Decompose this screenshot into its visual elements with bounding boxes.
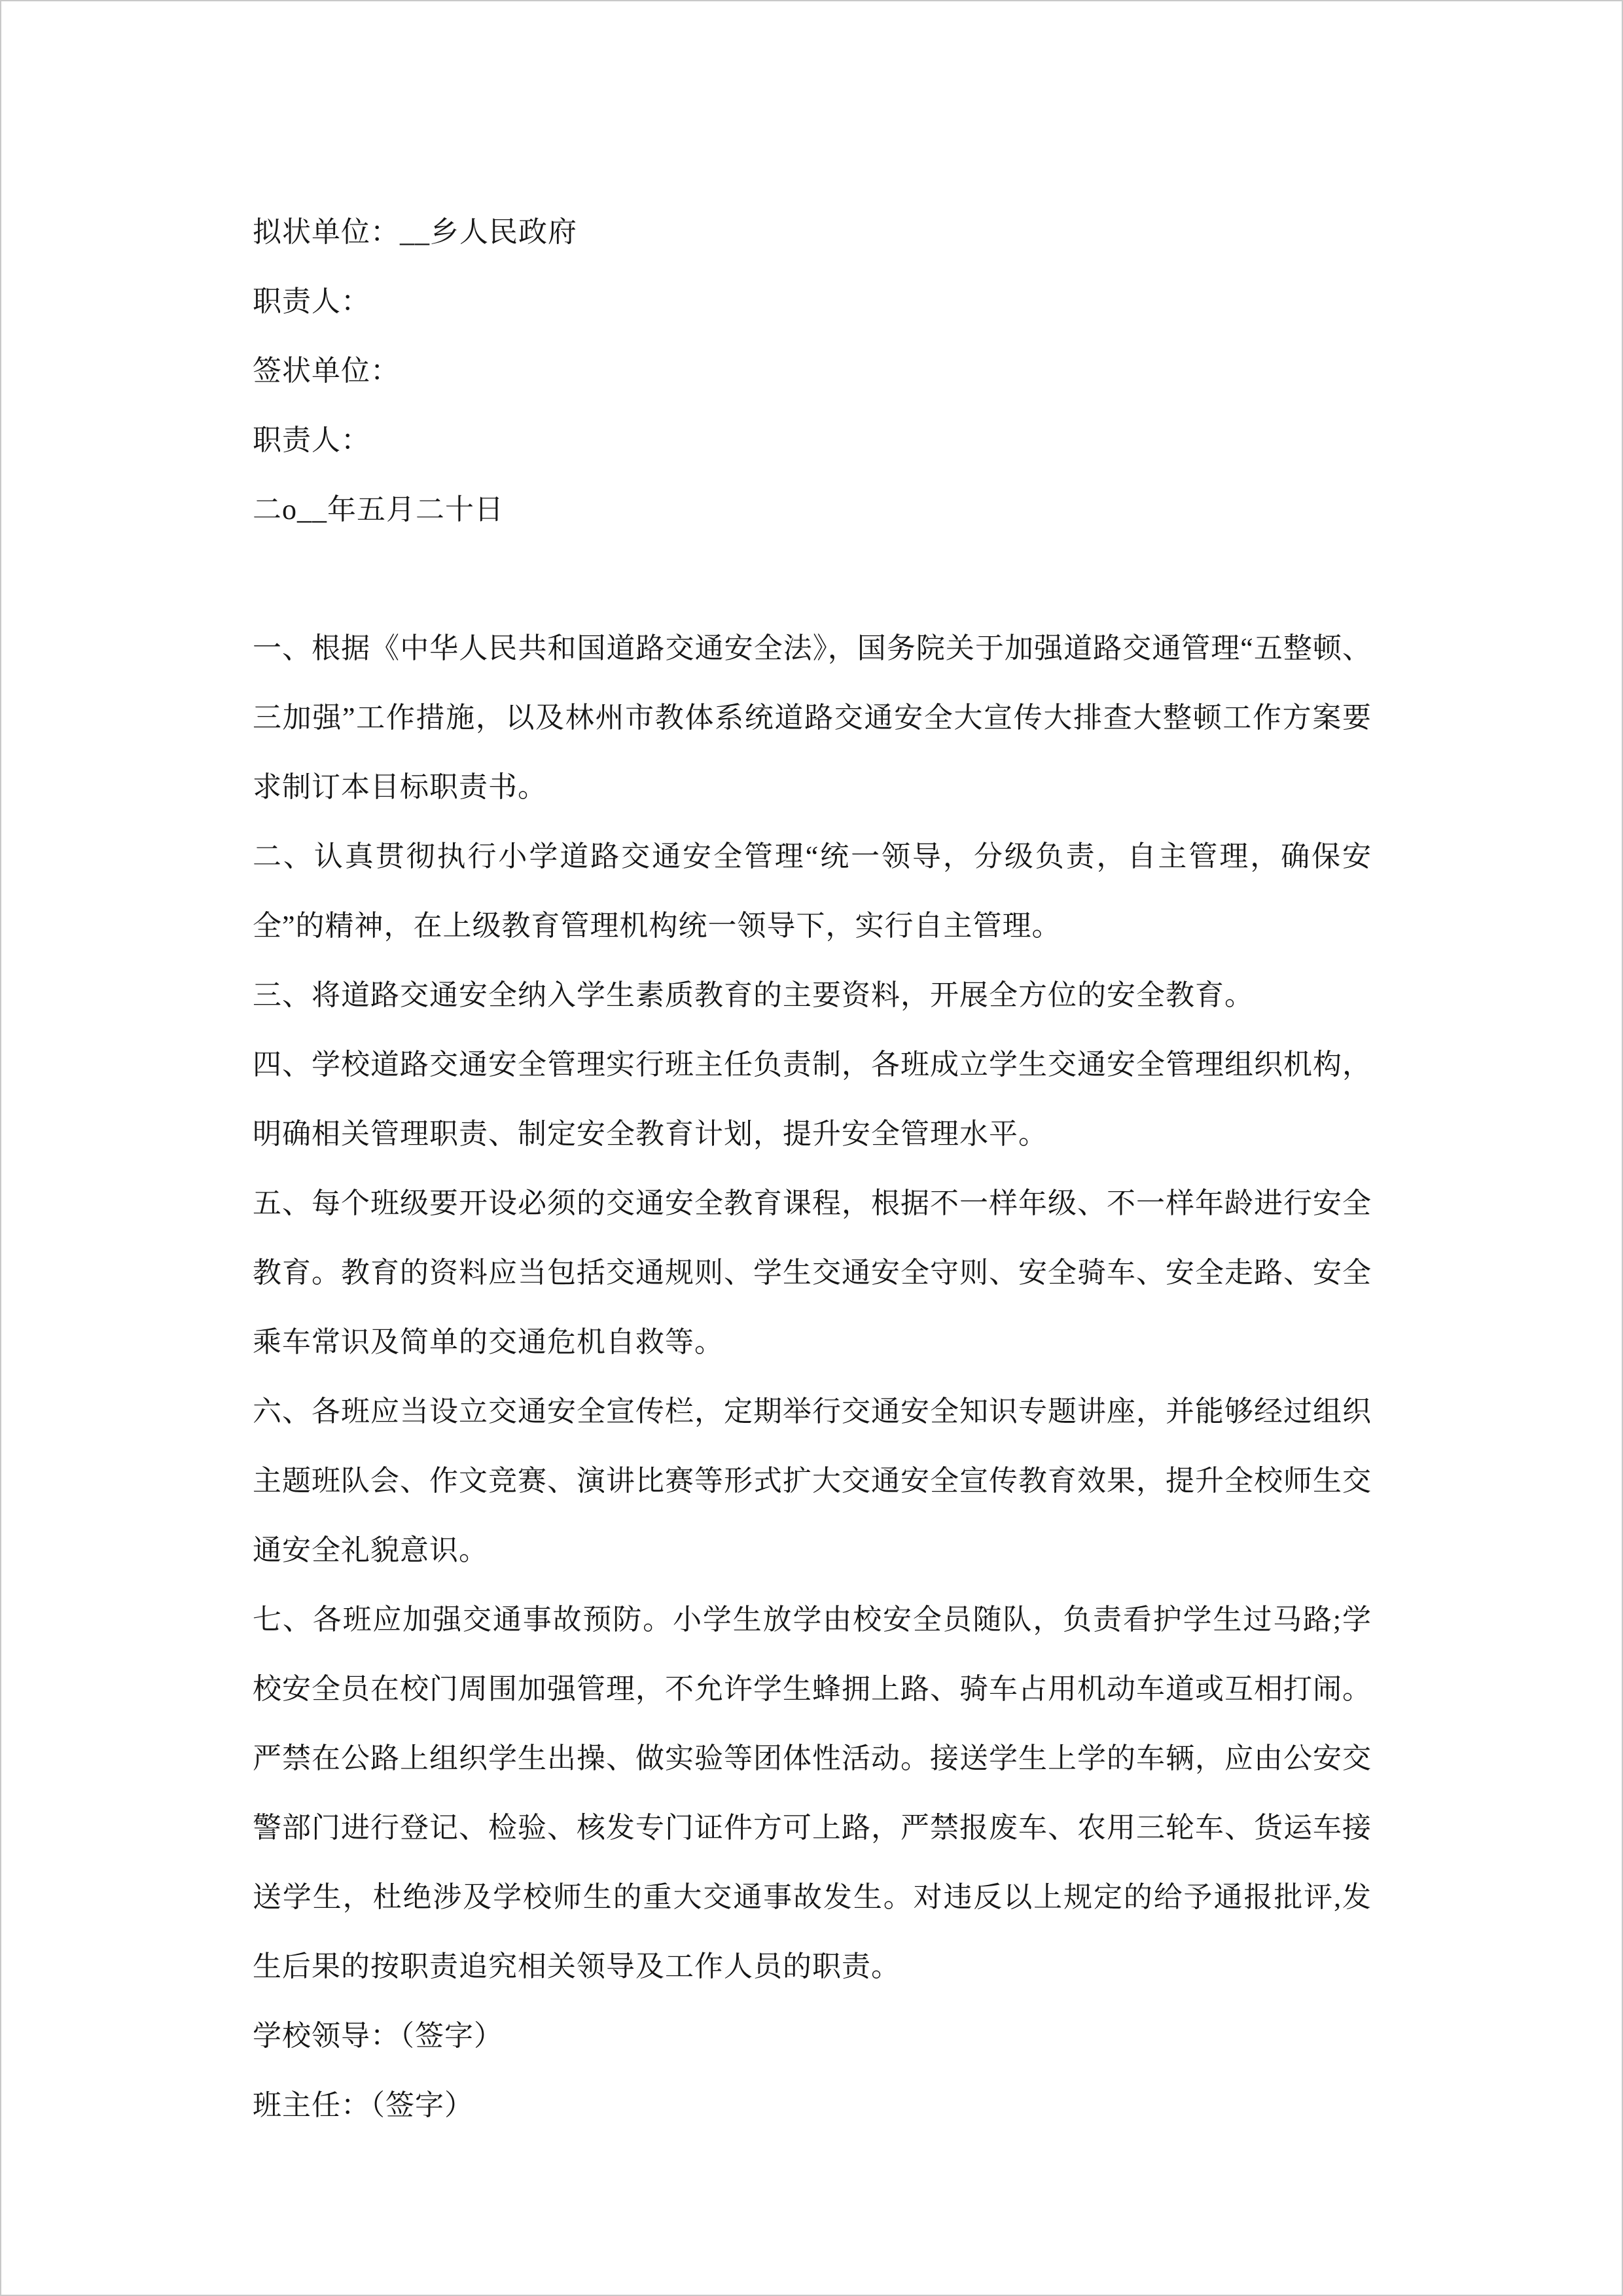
paragraph-7: 七、各班应加强交通事故预防。小学生放学由校安全员随队，负责看护学生过马路;学校安全员在校门周围加强管理，不允许学生蜂拥上路、骑车占用机动车道或互相打闹。严禁在公路上组织学生出操、做实验等团体性活动。接送学生上学的车辆，应由公安交警部门进行登记、检验、核发专门证件方可上路，严禁报废车、农用三轮车、货运车接送学生，杜绝涉及学校师生的重大交通事故发生。对违反以上规定的给予通报批评,发生后果的按职责追究相关领导及工作人员的职责。	[253, 1604, 1372, 1982]
paragraph-3: 三、将道路交通安全纳入学生素质教育的主要资料，开展全方位的安全教育。	[253, 979, 1254, 1011]
paragraph-2: 二、认真贯彻执行小学道路交通安全管理“统一领导，分级负责，自主管理，确保安全”的精神，在上级教育管理机构统一领导下，实行自主管理。	[253, 840, 1372, 942]
paragraph-5: 五、每个班级要开设必须的交通安全教育课程，根据不一样年级、不一样年龄进行安全教育。教育的资料应当包括交通规则、学生交通安全守则、安全骑车、安全走路、安全乘车常识及简单的交通危机自救等。	[253, 1187, 1372, 1358]
paragraph-6: 六、各班应当设立交通安全宣传栏，定期举行交通安全知识专题讲座，并能够经过组织主题班队会、作文竞赛、演讲比赛等形式扩大交通安全宣传教育效果，提升全校师生交通安全礼貌意识。	[253, 1395, 1372, 1566]
header-line-responsible-person-2: 职责人：	[253, 424, 370, 456]
header-line-signing-unit: 签状单位：	[253, 355, 400, 387]
header-line-date: 二o__年五月二十日	[253, 493, 504, 526]
header-line-drafting-unit: 拟状单位：__乡人民政府	[253, 216, 577, 248]
footer-line-class-teacher-signature: 班主任：（签字）	[253, 2089, 474, 2121]
footer-line-school-leader-signature: 学校领导：（签字）	[253, 2020, 503, 2052]
paragraph-1: 一、根据《中华人民共和国道路交通安全法》，国务院关于加强道路交通管理“五整顿、三加强”工作措施，以及林州市教体系统道路交通安全大宣传大排查大整顿工作方案要求制订本目标职责书。	[253, 632, 1372, 803]
header-line-responsible-person-1: 职责人：	[253, 285, 370, 317]
paragraph-4: 四、学校道路交通安全管理实行班主任负责制，各班成立学生交通安全管理组织机构，明确相关管理职责、制定安全教育计划，提升安全管理水平。	[253, 1049, 1372, 1150]
